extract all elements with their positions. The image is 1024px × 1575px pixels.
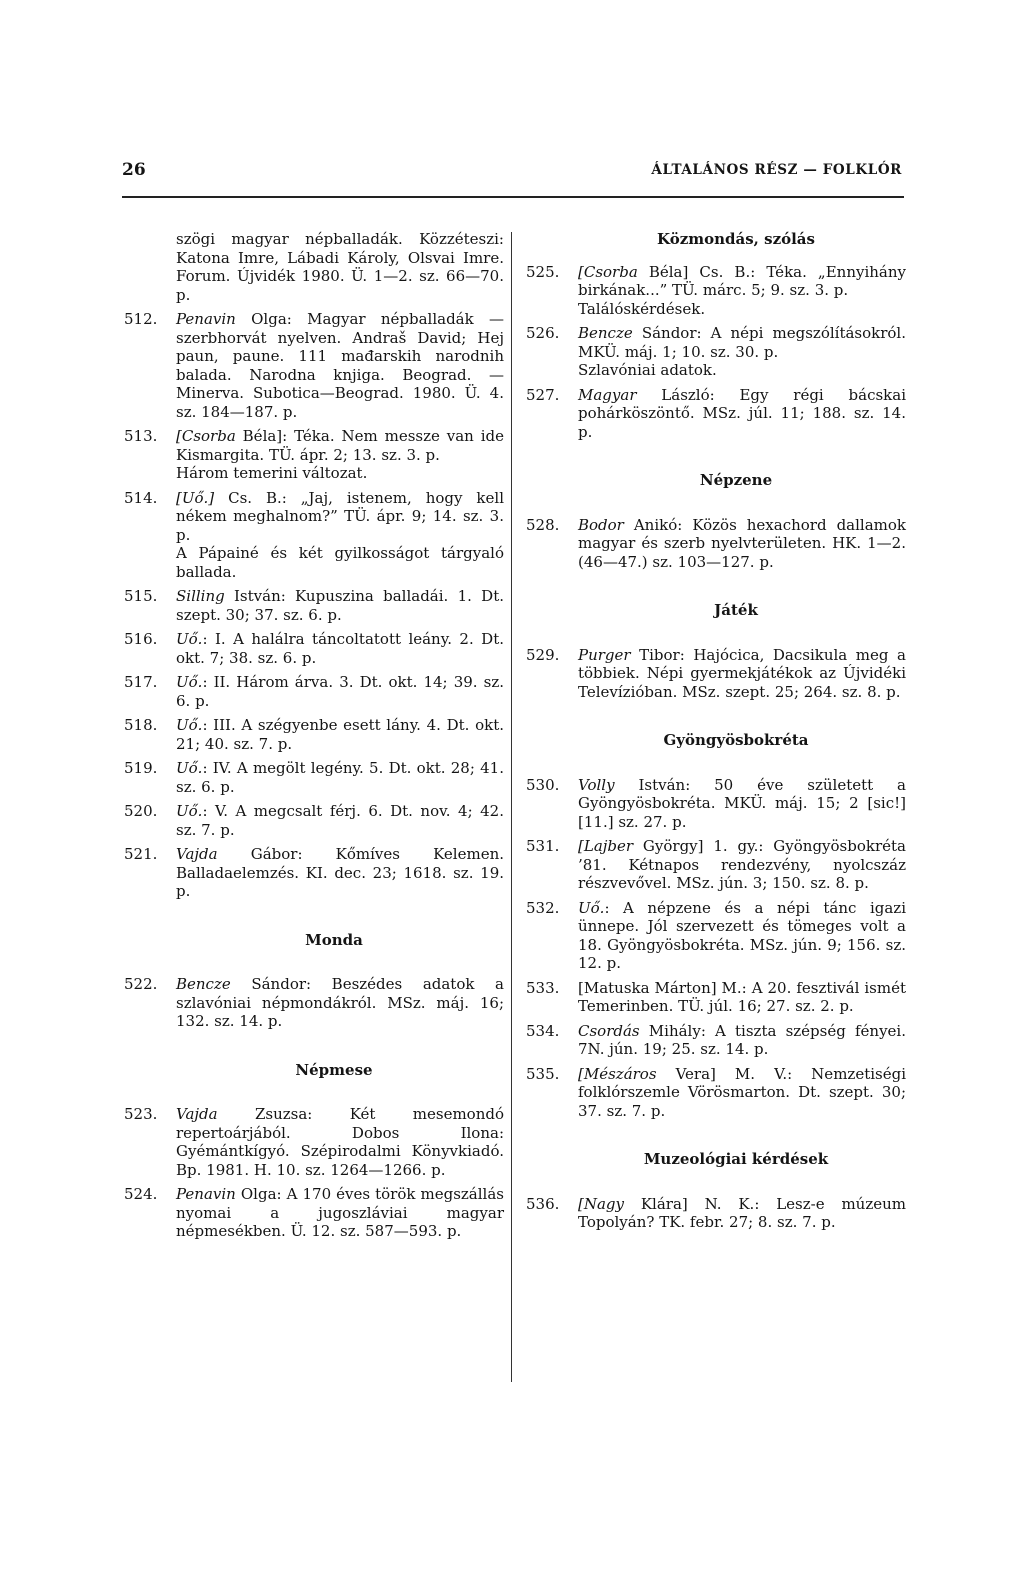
entry-author: Vajda	[176, 1105, 218, 1123]
entry-text: : V. A megcsalt férj. 6. Dt. nov. 4; 42. sz. 7. p.	[176, 802, 504, 839]
entry-text: István: 50 éve született a Gyöngyösbokréta. MKÜ. máj. 15; 2 [sic!] [11.] sz. 27. p.	[578, 775, 906, 831]
entry-list	[526, 516, 906, 572]
entry-author: Uő.	[176, 759, 203, 777]
running-head: ÁLTALÁNOS RÉSZ — FOLKLÓR	[651, 162, 902, 178]
bibliography-entry	[526, 324, 906, 380]
entry-number: 535.	[526, 1064, 560, 1083]
entry-author: [Csorba	[176, 427, 236, 445]
bibliography-entry	[124, 630, 504, 667]
entry-author: Uő.	[176, 630, 203, 648]
bibliography-entry	[124, 587, 504, 624]
entry-number: 522.	[124, 975, 158, 993]
entry-number: 527.	[526, 385, 560, 404]
entry-text: Béla]: Téka. Nem messze van ide Kismargita. TÜ. ápr. 2; 13. sz. 3. p.	[176, 427, 504, 464]
section-title-muzeologiai: Muzeológiai kérdések	[643, 1150, 829, 1168]
header-rule	[122, 196, 904, 198]
entry-list	[526, 776, 906, 1121]
entry-text: Zsuzsa: Két mesemondó repertoárjából. Dobos Ilona: Gyémántkígyó. Szépirodalmi Könyvkiadó. Bp. 1981. H. 10. sz. 1264—1266. p.	[176, 1105, 504, 1179]
entry-author: Magyar	[578, 385, 637, 404]
entry-text: Olga: Magyar népballadák — szerbhorvát nyelven. Andraš David; Hej paun, paune. 111 mađarskih narodnih balada. Narodna knjiga. Beograd. — Minerva. Subotica—Beograd. 1980. Ü. 4. sz. 184—187. p.	[176, 310, 504, 421]
page-header	[122, 160, 902, 184]
entry-author: Penavin	[176, 1185, 236, 1203]
entry-author: [Uő.]	[176, 488, 215, 507]
entry-number: 520.	[124, 802, 158, 820]
bibliography-entry	[124, 427, 504, 483]
entry-text: Sándor: Beszédes adatok a szlavóniai népmondákról. MSz. máj. 16; 132. sz. 14. p.	[176, 975, 504, 1030]
entry-list	[124, 975, 504, 1031]
page-number: 26	[122, 160, 146, 180]
entry-text: [Matuska Márton] M.: A 20. fesztivál ismét Temerinben. TÜ. júl. 16; 27. sz. 2. p.	[578, 978, 906, 1015]
entry-text: Mihály: A tiszta szépség fényei. 7N. jún. 19; 25. sz. 14. p.	[578, 1021, 906, 1058]
entry-note: A Pápainé és két gyilkosságot tárgyaló ballada.	[176, 544, 504, 581]
entry-author: Vajda	[176, 845, 218, 863]
bibliography-entry	[124, 310, 504, 421]
left-column	[124, 230, 504, 1247]
entry-text: Gábor: Kőmíves Kelemen. Balladaelemzés. KI. dec. 23; 1618. sz. 19. p.	[176, 845, 504, 900]
entry-number: 515.	[124, 587, 158, 605]
entry-number: 523.	[124, 1105, 158, 1123]
bibliography-entry	[526, 386, 906, 442]
entry-number: 517.	[124, 673, 158, 691]
section-title-monda: Monda	[305, 930, 363, 949]
entry-note: Találóskérdések.	[578, 299, 706, 318]
entry-text: Anikó: Közös hexachord dallamok magyar és szerb nyelvterületen. HK. 1—2. (46—47.) sz. 103—127. p.	[578, 515, 906, 571]
entry-author: Csordás	[578, 1021, 640, 1040]
bibliography-entry	[124, 673, 504, 710]
entry-number: 536.	[526, 1194, 560, 1213]
entry-number: 529.	[526, 645, 560, 664]
entry-author: [Mészáros	[578, 1064, 657, 1083]
entry-author: Volly	[578, 775, 615, 794]
bibliography-entry	[526, 776, 906, 832]
entry-number: 531.	[526, 837, 560, 855]
entry-text: László: Egy régi bácskai pohárköszöntő. MSz. júl. 11; 188. sz. 14. p.	[578, 385, 906, 441]
bibliography-entry	[124, 759, 504, 796]
bibliography-entry	[526, 1195, 906, 1232]
entry-number: 526.	[526, 324, 560, 342]
entry-text: István: Kupuszina balladái. 1. Dt. szept. 30; 37. sz. 6. p.	[176, 587, 504, 624]
bibliography-entry	[526, 1065, 906, 1121]
entry-author: Penavin	[176, 310, 236, 328]
entry-author: Uő.	[176, 716, 203, 734]
section-title-jatek: Játék	[714, 601, 758, 619]
section-title-kozmondas: Közmondás, szólás	[657, 230, 815, 248]
entry-author: [Lajber	[578, 837, 634, 855]
entry-text: Vera] M. V.: Nemzetiségi folklórszemle Vörösmarton. Dt. szept. 30; 37. sz. 7. p.	[578, 1064, 906, 1120]
section-title-nepzene: Népzene	[699, 471, 773, 489]
entry-text: : I. A halálra táncoltatott leány. 2. Dt. okt. 7; 38. sz. 6. p.	[176, 630, 504, 667]
entry-number: 512.	[124, 310, 158, 328]
entry-list	[124, 310, 504, 901]
entry-list	[526, 1195, 906, 1232]
bibliography-entry	[526, 899, 906, 973]
right-column	[526, 230, 906, 1238]
bibliography-entry	[526, 979, 906, 1016]
bibliography-entry	[526, 646, 906, 702]
entry-author: [Nagy	[578, 1194, 624, 1213]
entry-number: 513.	[124, 427, 158, 445]
bibliography-entry	[526, 837, 906, 893]
entry-author: Uő.	[578, 898, 605, 917]
entry-number: 524.	[124, 1185, 158, 1203]
entry-number: 516.	[124, 630, 158, 648]
entry-author: Uő.	[176, 802, 203, 820]
section-title-nepmese: Népmese	[295, 1060, 373, 1079]
entry-author: Bencze	[578, 324, 633, 342]
bibliography-entry	[124, 1105, 504, 1179]
entry-list	[526, 263, 906, 442]
entry-number: 525.	[526, 262, 560, 281]
entry-number: 514.	[124, 488, 158, 507]
entry-note: Három temerini változat.	[176, 464, 368, 482]
continued-entry	[124, 230, 504, 304]
entry-text: Tibor: Hajócica, Dacsikula meg a többiek. Népi gyermekjátékok az Újvidéki Televízióban. MSz. szept. 25; 264. sz. 8. p.	[578, 645, 906, 701]
entry-number: 521.	[124, 845, 158, 863]
entry-number: 528.	[526, 515, 560, 534]
bibliography-entry	[124, 716, 504, 753]
entry-author: Bodor	[578, 515, 624, 534]
bibliography-entry	[526, 263, 906, 319]
entry-list	[526, 646, 906, 702]
entry-number: 533.	[526, 978, 560, 997]
bibliography-entry	[124, 489, 504, 582]
entry-text: : A népzene és a népi tánc igazi ünnepe. Jól szervezett és tömeges volt a 18. Gyöngyösbokréta. MSz. jún. 9; 156. sz. 12. p.	[578, 898, 906, 972]
bibliography-entry	[124, 802, 504, 839]
entry-text: Cs. B.: „Jaj, istenem, hogy kell nékem meghalnom?” TÜ. ápr. 9; 14. sz. 3. p.	[176, 488, 504, 544]
entry-text: szögi magyar népballadák. Közzéteszi: Katona Imre, Lábadi Károly, Olsvai Imre. Forum. Újvidék 1980. Ü. 1—2. sz. 66—70. p.	[176, 230, 504, 304]
entry-author: Uő.	[176, 673, 203, 691]
entry-author: [Csorba	[578, 262, 638, 281]
entry-author: Purger	[578, 645, 631, 664]
entry-note: Szlavóniai adatok.	[578, 361, 717, 379]
entry-number: 519.	[124, 759, 158, 777]
entry-text: : III. A szégyenbe esett lány. 4. Dt. okt. 21; 40. sz. 7. p.	[176, 716, 504, 753]
entry-text: Sándor: A népi megszólításokról. MKÜ. máj. 1; 10. sz. 30. p.	[578, 324, 906, 361]
entry-author: Bencze	[176, 975, 231, 993]
column-divider	[511, 232, 512, 1382]
entry-text: György] 1. gy.: Gyöngyösbokréta ’81. Kétnapos rendezvény, nyolcszáz részvevővel. MSz. jún. 3; 150. sz. 8. p.	[578, 837, 906, 892]
section-title-gyongyosbokreta: Gyöngyösbokréta	[663, 731, 809, 749]
entry-text: Béla] Cs. B.: Téka. „Ennyihány birkának...” TÜ. márc. 5; 9. sz. 3. p.	[578, 262, 906, 299]
bibliography-entry	[526, 516, 906, 572]
entry-number: 534.	[526, 1021, 560, 1040]
entry-text: : II. Három árva. 3. Dt. okt. 14; 39. sz. 6. p.	[176, 673, 504, 710]
bibliography-entry	[526, 1022, 906, 1059]
entry-author: Silling	[176, 587, 225, 605]
bibliography-entry	[124, 845, 504, 901]
entry-list	[124, 1105, 504, 1241]
entry-text: Klára] N. K.: Lesz-e múzeum Topolyán? TK. febr. 27; 8. sz. 7. p.	[578, 1194, 906, 1231]
entry-number: 532.	[526, 898, 560, 917]
bibliography-entry	[124, 1185, 504, 1241]
bibliography-entry	[124, 975, 504, 1031]
entry-number: 518.	[124, 716, 158, 734]
entry-text: Olga: A 170 éves török megszállás nyomai a jugoszláviai magyar népmesékben. Ü. 12. sz. 587—593. p.	[176, 1185, 504, 1240]
entry-number: 530.	[526, 775, 560, 794]
entry-text: : IV. A megölt legény. 5. Dt. okt. 28; 41. sz. 6. p.	[176, 759, 504, 796]
